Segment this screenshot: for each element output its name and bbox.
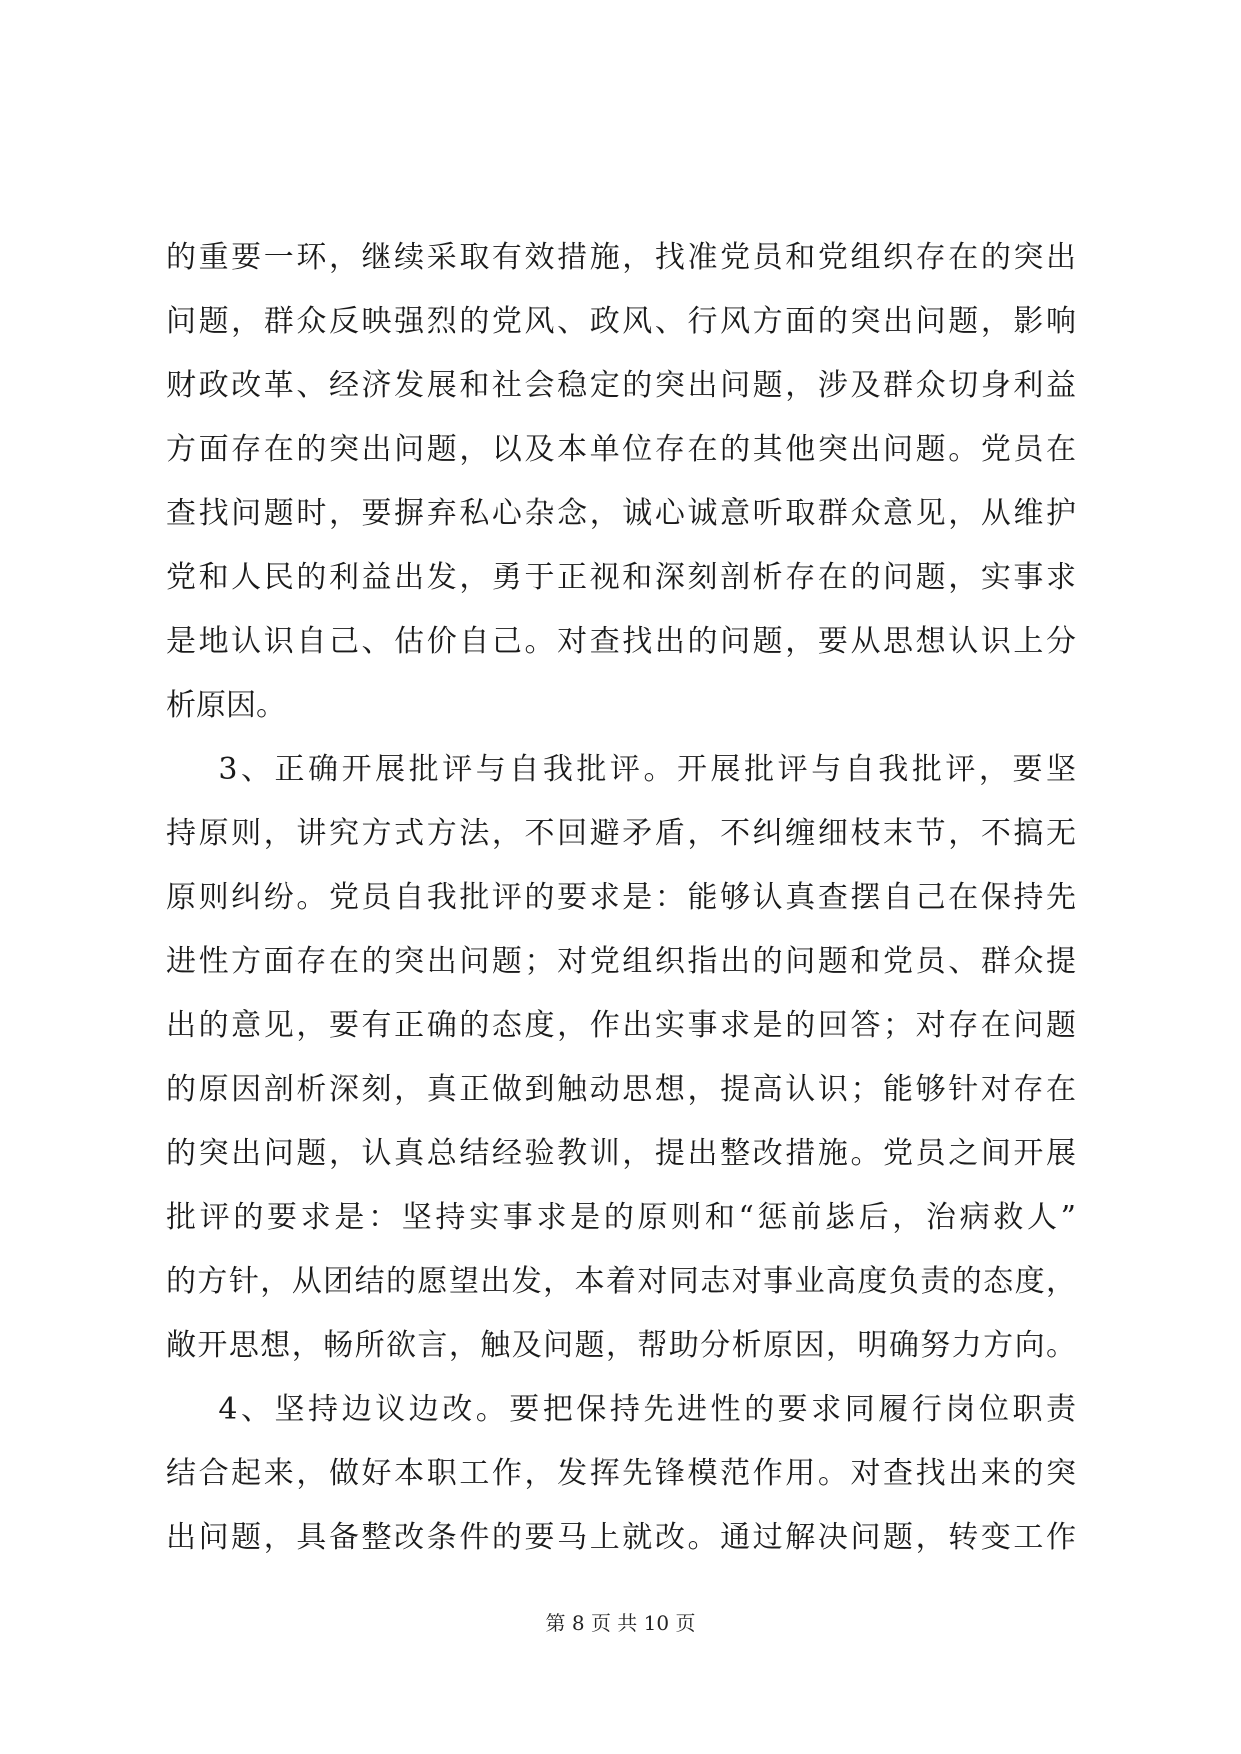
text-line: 持原则，讲究方式方法，不回避矛盾，不纠缠细枝末节，不搞无 — [166, 816, 1076, 851]
text-line: 的突出问题，认真总结经验教训，提出整改措施。党员之间开展 — [166, 1136, 1076, 1171]
text-line: 是地认识自己、估价自己。对查找出的问题，要从思想认识上分 — [166, 624, 1076, 659]
text-line: 出的意见，要有正确的态度，作出实事求是的回答；对存在问题 — [166, 1008, 1076, 1043]
text-line: 党和人民的利益出发，勇于正视和深刻剖析存在的问题，实事求 — [166, 560, 1076, 595]
text-line: 4、坚持边议边改。要把保持先进性的要求同履行岗位职责 — [166, 1392, 1076, 1427]
text-line: 财政改革、经济发展和社会稳定的突出问题，涉及群众切身利益 — [166, 368, 1076, 403]
text-line: 析原因。 — [166, 688, 286, 723]
text-line: 的原因剖析深刻，真正做到触动思想，提高认识；能够针对存在 — [166, 1072, 1076, 1107]
text-line: 原则纠纷。党员自我批评的要求是：能够认真查摆自己在保持先 — [166, 880, 1076, 915]
text-line: 结合起来，做好本职工作，发挥先锋模范作用。对查找出来的突 — [166, 1456, 1076, 1491]
text-line: 敞开思想，畅所欲言，触及问题，帮助分析原因，明确努力方向。 — [166, 1328, 1076, 1363]
text-line: 查找问题时，要摒弃私心杂念，诚心诚意听取群众意见，从维护 — [166, 496, 1076, 531]
page-footer: 第 8 页 共 10 页 — [545, 1611, 696, 1635]
text-line: 批评的要求是：坚持实事求是的原则和“惩前毖后，治病救人” — [166, 1200, 1076, 1235]
text-line: 方面存在的突出问题，以及本单位存在的其他突出问题。党员在 — [166, 432, 1076, 467]
text-line: 的方针，从团结的愿望出发，本着对同志对事业高度负责的态度， — [166, 1264, 1076, 1299]
text-line: 出问题，具备整改条件的要马上就改。通过解决问题，转变工作 — [166, 1520, 1076, 1555]
text-line: 进性方面存在的突出问题；对党组织指出的问题和党员、群众提 — [166, 944, 1076, 979]
text-line: 问题，群众反映强烈的党风、政风、行风方面的突出问题，影响 — [166, 304, 1076, 339]
body-text — [166, 226, 1076, 1570]
text-line: 的重要一环，继续采取有效措施，找准党员和党组织存在的突出 — [166, 240, 1076, 275]
text-line: 3、正确开展批评与自我批评。开展批评与自我批评，要坚 — [166, 752, 1076, 787]
